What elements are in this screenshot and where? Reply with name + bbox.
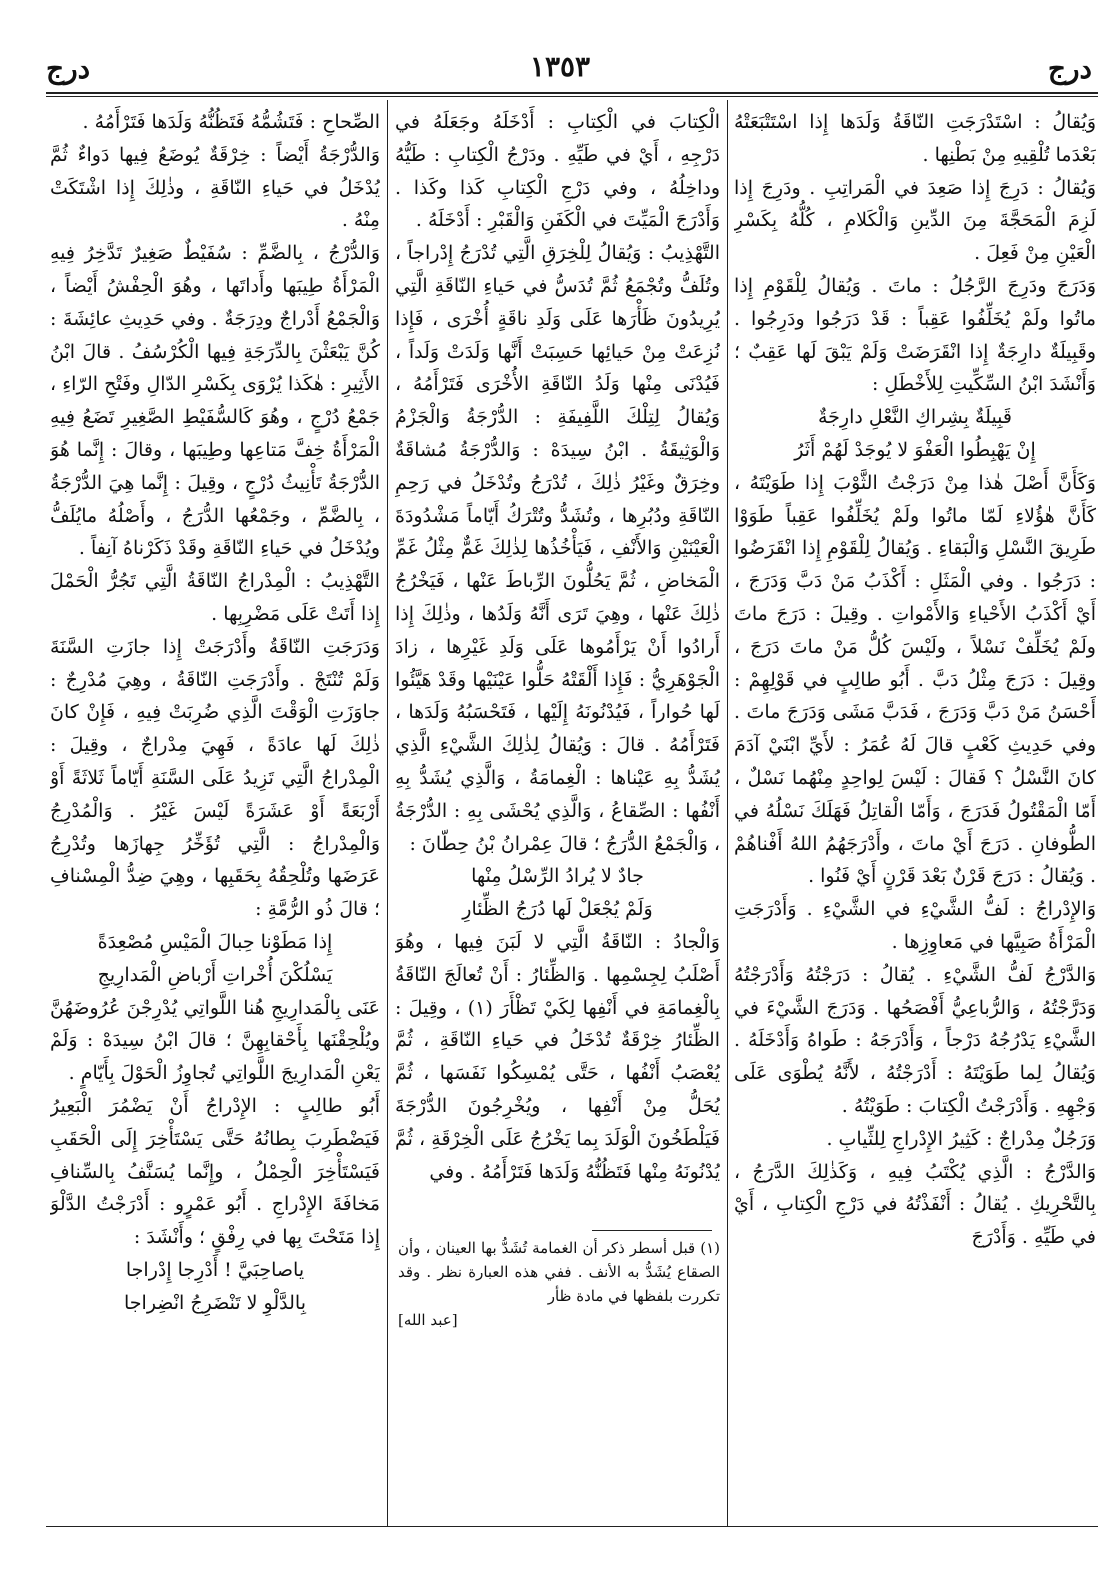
paragraph: وَيُقالُ : اسْتَدْرَجَتِ النّاقَةُ وَلَدَها إِذا اسْتَتْبَعَتْهُ بَعْدَما تُلْقِيهِ مِنْ بَطْنِها . [734,111,1096,166]
paragraph: التَّهْذِيبُ : الْمِدْراجُ النّاقَةُ الَّتِي تَجُرُّ الْحَمْلَ إِذا أَتَتْ عَلَى مَضْرِبِها . [50,570,380,625]
verse-line: إِذا مَطَوْنا حِبالَ الْمَيْسِ مُصْعِدَةً [97,930,333,953]
paragraph: وَيُقالُ : دَرِجَ إِذا صَعِدَ في الْمَراتِبِ . ودَرِجَ إِذا لَزِمَ الْمَحَجَّةَ مِنَ الدِّينِ وَالْكَلامِ ، كُلُّهُ بِكَسْرِ الْعَيْنِ مِنْ فَعِلَ . [734,176,1096,265]
footnote-signature: [عبد الله] [398,1311,458,1329]
footnote-text: (١) قبل أسطر ذكر أن الغمامة تُشَدُّ بها العينان ، وأن الصقاع يُشَدُّ به الأنف . ففي هذه العبارة نظر . وقد تكررت بلفظها في مادة ظأر [398,1239,720,1305]
header-rule-bottom [46,96,1098,97]
verse-line: إِنْ يَهْبِطُوا الْعَفْوَ لا يُوجَدْ لَهُمْ أَثَرُ [794,438,1036,461]
paragraph: وَالدَّرْجُ لَفُّ الشَّيْءِ . يُقالُ : دَرَجْتُهُ وَأَدْرَجْتُهُ وَدَرَّجْتُهُ ، وَالرُّباعِيُّ أَفْصَحُها . وَدَرَجَ الشَّيْءَ في الشَّيْءِ يَدْرُجُهُ دَرْجاً ، وَأَدْرَجَهُ : طَواهُ وَأَدْخَلَهُ . وَيُقالُ لِما طَوَيْتَهُ : أَدْرَجْتُهُ ، لأَنَّهُ يُطْوَى عَلَى وَجْهِهِ . وَأَدْرَجْتُ الْكِتابَ : طَوَيْتُهُ . [734,963,1096,1117]
paragraph: وَالْجادُ : النّاقَةُ الَّتِي لا لَبَنَ فِيها ، وهُوَ أَصْلَبُ لِجِسْمِها . وَالظِّئارُ : أَنْ تُعالَجَ النّاقَةُ بِالْغِمامَةِ في أَنْفِها لِكَيْ تَظْأَرَ (١) ، وقِيلَ : الظِّئارُ خِرْقَةٌ تُدْخَلُ في حَياءِ النّاقَةِ ، ثُمَّ يُعْصَبُ أَنْفُها ، حَتَّى يُمْسِكُوا نَفَسَها ، ثُمَّ يُحَلُّ مِنْ أَنْفِها ، ويُخْرِجُونَ الدُّرْجَةَ فَيَلْطَخُونَ الْوَلَدَ بِما يَخْرُجُ عَلَى الْخِرْقَةِ ، ثُمَّ يُدْنُونَهُ مِنْها فَتَظُنُّهُ وَلَدَها فَتَرْأَمُهُ . وفي [395,930,720,1183]
paragraph: وَالدَّرْجُ : الَّذِي يُكْتَبُ فِيهِ ، وَكَذٰلِكَ الدَّرَجُ ، بِالتَّحْرِيكِ . يُقالُ : أَنْفَذْتُهُ في دَرْجِ الْكِتابِ ، أَيْ في طَيِّهِ . وَأَدْرَجَ [734,1160,1096,1249]
paragraph: وَكَأَنَّ أَصْلَ هٰذا مِنْ دَرَجْتُ الثَّوْبَ إِذا طَوَيْتَهُ ، كَأَنَّ هٰؤُلاءِ لَمّا ماتُوا ولَمْ يُخَلِّفُوا عَقِباً طَوَوْا طَرِيقَ النَّسْلِ وَالْبَقاءِ . وَيُقالُ لِلْقَوْمِ إِذا انْقَرَضُوا : دَرَجُوا . وفي الْمَثَلِ : أَكْذَبُ مَنْ دَبَّ وَدَرَجَ ، أَيْ أَكْذَبُ الأَحْياءِ وَالأَمْواتِ . وقِيلَ : دَرَجَ ماتَ ولَمْ يُخَلِّفْ نَسْلاً ، ولَيْسَ كُلُّ مَنْ ماتَ دَرَجَ ، وقِيلَ : دَرَجَ مِثْلُ دَبَّ . أَبُو طالِبٍ في قَوْلِهِمْ : أَحْسَنُ مَنْ دَبَّ وَدَرَجَ ، فَدَبَّ مَشَى وَدَرَجَ ماتَ . وفي حَدِيثِ كَعْبٍ قالَ لَهُ عُمَرُ : لأَيِّ ابْنَيْ آدَمَ كانَ النَّسْلُ ؟ فَقالَ : لَيْسَ لِواحِدٍ مِنْهُما نَسْلٌ ، أَمّا الْمَقْتُولُ فَدَرَجَ ، وَأَمّا الْقاتِلُ فَهَلَكَ نَسْلُهُ في الطُّوفانِ . دَرَجَ أَيْ ماتَ ، وأَدْرَجَهُمُ اللهُ أَفْناهُمْ . وَيُقالُ : دَرَجَ قَرْنٌ بَعْدَ قَرْنٍ أَيْ فَنُوا . [734,471,1096,888]
text-column-middle [395,106,720,1230]
running-headword-right: درج [1047,52,1092,85]
column-divider-left [387,100,388,1526]
verse-line: بِالدَّلْوِ لا تَنْضَرِجُ انْضِراجا [124,1291,306,1314]
verse-line: جادٌ لا يُرادُ الرِّسْلُ مِنْها [471,865,644,888]
paragraph: وَالدُّرْجُ ، بِالضَّمِّ : سُفَيْطٌ صَغِيرٌ تَدَّخِرُ فِيهِ الْمَرْأَةُ طِيبَها وأَداتَها ، وهُوَ الْحِفْشُ أَيْضاً ، وَالْجَمْعُ أَدْراجٌ ودِرَجَةٌ . وفي حَدِيثِ عائِشَةَ : كُنَّ يَبْعَثْنَ بِالدِّرَجَةِ فِيها الْكُرْسُفُ . قالَ ابْنُ الأَثِيرِ : هٰكَذا يُرْوَى بِكَسْرِ الدّالِ وفَتْحِ الرّاءِ ، جَمْعُ دُرْجٍ ، وهُوَ كَالسُّفَيْطِ الصَّغِيرِ تَضَعُ فِيهِ الْمَرْأَةُ خِفَّ مَتاعِها وطِيبَها ، وقالَ : إِنَّما هُوَ الدُّرْجَةُ تَأْنِيثُ دُرْجٍ ، وقِيلَ : إِنَّما هِيَ الدُّرْجَةُ ، بِالضَّمِّ ، وجَمْعُها الدُّرَجُ ، وأَصْلُهُ مايُلَفُّ ويُدْخَلُ في حَياءِ النّاقَةِ وقَدْ ذَكَرْناهُ آنِفاً . [50,242,380,560]
paragraph: التَّهْذِيبُ : وَيُقالُ لِلْخِرَقِ الَّتِي تُدْرَجُ إِدْراجاً ، وتُلَفُّ وتُجْمَعُ ثُمَّ تُدَسُّ في حَياءِ النّاقَةِ الَّتِي يُرِيدُونَ ظَأْرَها عَلَى وَلَدِ ناقَةٍ أُخْرَى ، فَإِذا نُزِعَتْ مِنْ حَيائِها حَسِبَتْ أَنَّها وَلَدَتْ وَلَداً ، فَيُدْنَى مِنْها وَلَدُ النّاقَةِ الأُخْرَى فَتَرْأَمُهُ ، وَيُقالُ لِتِلْكَ اللَّفِيفَةِ : الدُّرْجَةُ وَالْجَزْمُ وَالْوَثِيقَةُ . ابْنُ سِيدَهْ : وَالدُّرْجَةُ مُشاقَةٌ وخِرَقٌ وغَيْرُ ذٰلِكَ ، تُدْرَجُ وتُدْخَلُ في رَحِمِ النّاقَةِ ودُبُرِها ، وتُشَدُّ وتُتْرَكُ أَيّاماً مَشْدُودَةَ الْعَيْنَيْنِ وَالأَنْفِ ، فَيَأْخُذُها لِذٰلِكَ غَمٌّ مِثْلُ غَمِّ الْمَخاضِ ، ثُمَّ يَحُلُّونَ الرِّباطَ عَنْها ، فَيَخْرُجُ ذٰلِكَ عَنْها ، وهِيَ تَرَى أَنَّهُ وَلَدُها ، وذٰلِكَ إِذا أَرادُوا أَنْ يَرْأَمُوها عَلَى وَلَدِ غَيْرِها ، زادَ الْجَوْهَرِيُّ : فَإِذا أَلْقَتْهُ حَلُّوا عَيْنَيْها وقَدْ هَيَّئُوا لَها حُواراً ، فَيُدْنُونَهُ إِلَيْها ، فَتَحْسَبُهُ وَلَدَها ، فَتَرْأَمُهُ . قالَ : وَيُقالُ لِذٰلِكَ الشَّيْءِ الَّذِي يُشَدُّ بِهِ عَيْناها : الْغِمامَةُ ، وَالَّذِي يُشَدُّ بِهِ أَنْفُها : الصِّقاعُ ، وَالَّذِي يُحْشَى بِهِ : الدُّرْجَةُ ، وَالْجَمْعُ الدُّرَجُ ؛ قالَ عِمْرانُ بْنُ حِطّانَ : [395,242,720,855]
text-column-left [50,106,380,1506]
footnote-rule [592,1230,712,1231]
footnote [398,1236,720,1332]
paragraph: وَرَجُلٌ مِدْراجٌ : كَثِيرُ الإِدْراجِ لِلثِّيابِ . [826,1127,1096,1150]
paragraph: وَدَرَجَتِ النّاقَةُ وأَدْرَجَتْ إِذا جازَتِ السَّنَةَ وَلَمْ تُنْتَجْ . وأَدْرَجَتِ النّاقَةُ ، وهِيَ مُدْرِجٌ : جاوَزَتِ الْوَقْتَ الَّذِي ضُرِبَتْ فِيهِ ، فَإِنْ كانَ ذٰلِكَ لَها عادَةً ، فَهِيَ مِدْراجٌ ، وقِيلَ : الْمِدْراجُ الَّتِي تَزِيدُ عَلَى السَّنَةِ أَيّاماً ثَلاثَةً أَوْ أَرْبَعَةً أَوْ عَشَرَةً لَيْسَ غَيْرُ . وَالْمُدْرِجُ وَالْمِدْراجُ : الَّتِي تُؤَخِّرُ جِهازَها وتُدْرِجُ عَرَضَها وتُلْحِقُهُ بِحَقَبِها ، وهِيَ ضِدُّ الْمِسْنافِ ؛ قالَ ذُو الرُّمَّةِ : [50,635,380,921]
paragraph: الصِّحاحِ : فَتَشُمُّهُ فَتَظُنُّهُ وَلَدَها فَتَرْأَمُهُ . [82,111,380,133]
paragraph: أَبُو طالِبٍ : الإِدْراجُ أَنْ يَضْمُرَ الْبَعِيرُ فَيَضْطَرِبَ بِطانُهُ حَتَّى يَسْتَأْخِرَ إِلَى الْحَقَبِ فَيَسْتَأْخِرَ الْحِمْلُ ، وإِنَّما يُسَنَّفُ بِالسِّنافِ مَخافَةَ الإِدْراجِ . أَبُو عَمْرٍو : أَدْرَجْتُ الدَّلْوَ إِذا مَتَحْتَ بِها في رِفْقٍ ؛ وأَنْشَدَ : [50,1094,380,1249]
verse-line: قَبِيلَةٌ بِشِراكِ النَّعْلِ دارِجَةٌ [817,406,1012,429]
verse-line: وَلَمْ يُجْعَلْ لَها دُرَجُ الظِّئارِ [462,898,653,921]
text-column-right [734,106,1096,1506]
paragraph: عَنَى بِالْمَدارِيجِ هُنا اللَّواتِي يُدْرِجْنَ عُرُوضَهُنَّ ويُلْحِقْنَها بِأَحْقابِهِنَّ ؛ قالَ ابْنُ سِيدَهْ : وَلَمْ يَعْنِ الْمَدارِيجَ اللَّواتِي تُجاوِزُ الْحَوْلَ بِأَيّامٍ . [50,996,380,1085]
paragraph: وَالدُّرْجَةُ أَيْضاً : خِرْقَةٌ يُوضَعُ فِيها دَواءٌ ثُمَّ يُدْخَلُ في حَياءِ النّاقَةِ ، وذٰلِكَ إِذا اشْتَكَتْ مِنْهُ . [50,143,380,232]
footer-rule [46,1526,1098,1527]
header-rule-top [46,92,1098,94]
paragraph: وَالإِدْراجُ : لَفُّ الشَّيْءِ في الشَّيْءِ . وَأَدْرَجَتِ الْمَرْأَةُ صَبِيَّها في مَعاوِزِها . [734,898,1096,953]
paragraph: وَدَرَجَ ودَرِجَ الرَّجُلُ : ماتَ . وَيُقالُ لِلْقَوْمِ إِذا ماتُوا ولَمْ يُخَلِّفُوا عَقِباً : قَدْ دَرَجُوا ودَرِجُوا . وقَبِيلَةٌ دارِجَةٌ إِذا انْقَرَضَتْ وَلَمْ يَبْقَ لَها عَقِبٌ ؛ وَأَنْشَدَ ابْنُ السِّكِّيتِ لِلأَخْطَلِ : [734,274,1096,396]
running-headword-left: درج [46,52,91,85]
verse-line: يَسْلُكْنَ أُخْراتِ أَرْباضِ الْمَدارِيجِ [97,963,333,986]
paragraph: الْكِتابَ في الْكِتابِ : أَدْخَلَهُ وجَعَلَهُ في دَرْجِهِ ، أَيْ في طَيِّهِ . ودَرْجُ الْكِتابِ : طَيُّهُ وداخِلُهُ ، وفي دَرْجِ الْكِتابِ كَذا وكَذا . وَأَدْرَجَ الْمَيِّتَ في الْكَفَنِ وَالْقَبْرِ : أَدْخَلَهُ . [395,111,720,232]
page-number: ١٣٥٣ [529,50,591,83]
column-divider-right [727,100,728,1526]
verse-line: ياصاحِبَيَّ ! أَدْرِجا إِدْراجا [125,1258,305,1281]
